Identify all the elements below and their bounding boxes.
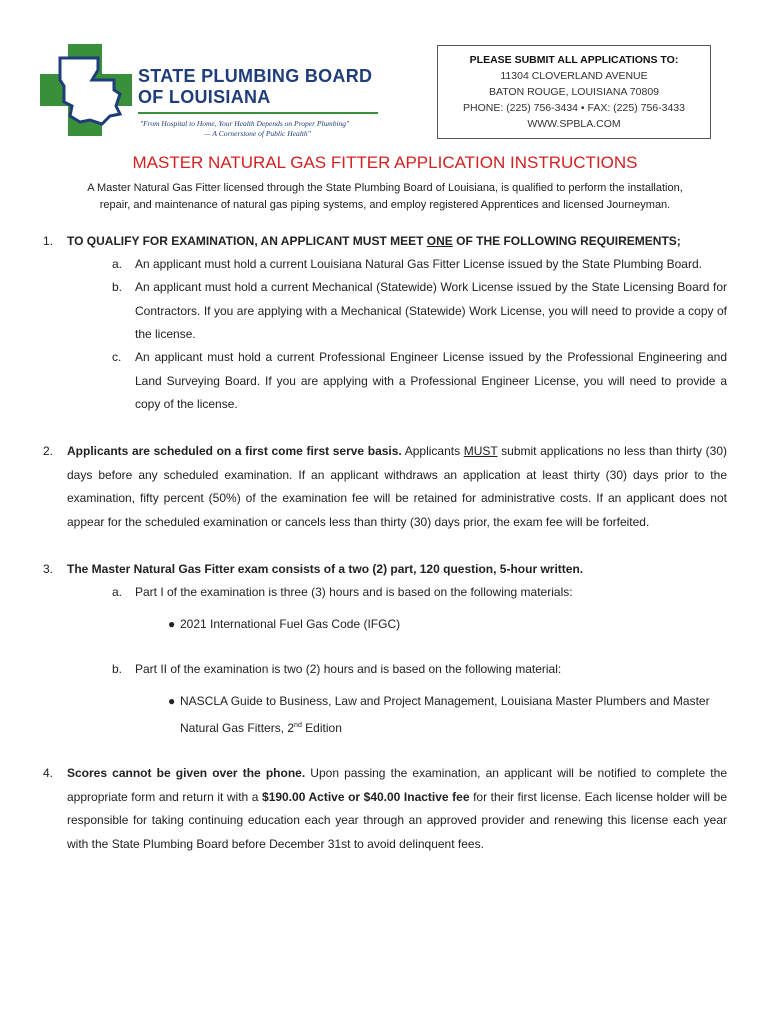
org-name: STATE PLUMBING BOARD OF LOUISIANA <box>138 66 373 107</box>
website: WWW.SPBLA.COM <box>527 118 621 130</box>
section-1a-text: An applicant must hold a current Louisiana Natural Gas Fitter License issued by the State Plumbing Board. <box>135 257 702 271</box>
section-3b-text: Part II of the examination is two (2) hours and is based on the following material: <box>135 662 562 676</box>
address-line-2: BATON ROUGE, LOUISIANA 70809 <box>488 86 659 98</box>
section-3b-bullet: ● NASCLA Guide to Business, Law and Project Management, Louisiana Master Plumbers and Master Natural Gas Fitters, 2nd Edition <box>168 690 728 740</box>
section-3b-letter: b. <box>112 662 123 676</box>
section-1a-letter: a. <box>112 257 123 271</box>
section-1c-letter: c. <box>112 350 122 364</box>
section-3a-text: Part I of the examination is three (3) hours and is based on the following materials: <box>135 585 573 599</box>
section-3a-bullet: ● 2021 International Fuel Gas Code (IFGC) <box>168 613 728 637</box>
section-1b-letter: b. <box>112 280 123 294</box>
louisiana-cross-logo-icon <box>40 44 136 140</box>
section-4-text: Scores cannot be given over the phone. Upon passing the examination, an applicant will be notified to complete the appropriate form and return it with a $190.00 Active or $40.00 Inactive fee for their first license. Each license holder will be responsible for taking continuing education each year through an approved provider and renewing this license each year with the State Plumbing Board before December 31st to avoid delinquent fees. <box>67 766 727 851</box>
document-title: MASTER NATURAL GAS FITTER APPLICATION INSTRUCTIONS <box>132 153 638 172</box>
section-3-number: 3. <box>43 562 54 576</box>
section-1-number: 1. <box>43 234 54 248</box>
section-3a-letter: a. <box>112 585 123 599</box>
section-3-heading: The Master Natural Gas Fitter exam consists of a two (2) part, 120 question, 5-hour written. <box>67 562 584 576</box>
section-1c-text: An applicant must hold a current Professional Engineer License issued by the Professional Engineering and Land Surveying Board. If you are applying with a Professional Engineer License, you will need to provide a copy of the license. <box>135 350 727 411</box>
submit-heading: PLEASE SUBMIT ALL APPLICATIONS TO: <box>469 54 679 66</box>
submission-address-box <box>437 45 711 139</box>
section-4-number: 4. <box>43 766 54 780</box>
section-2-number: 2. <box>43 444 54 458</box>
org-tagline: "From Hospital to Home, Your Health Depends on Proper Plumbing" — A Cornerstone of Public Health" <box>140 119 350 138</box>
address-line-1: 11304 CLOVERLAND AVENUE <box>500 70 648 82</box>
phone-fax: PHONE: (225) 756-3434 • FAX: (225) 756-3433 <box>463 102 685 114</box>
section-1-heading: TO QUALIFY FOR EXAMINATION, AN APPLICANT MUST MEET ONE OF THE FOLLOWING REQUIREMENTS; <box>67 234 681 248</box>
logo-divider <box>138 112 378 114</box>
board-logo <box>40 40 385 140</box>
bullet-icon: ● <box>168 617 176 631</box>
section-1b-text: An applicant must hold a current Mechanical (Statewide) Work License issued by the State Licensing Board for Contractors. If you are applying with a Mechanical (Statewide) Work License, you will need to provide a copy of the license. <box>135 280 727 341</box>
section-2-text: Applicants are scheduled on a first come first serve basis. Applicants MUST submit applications no less than thirty (30) days before any scheduled examination. If an applicant withdraws an application at least thirty (30) days prior to the examination, fifty percent (50%) of the examination fee will be retained for administrative costs. If an applicant does not appear for the scheduled examination or cancels less than thirty (30) days prior, the exam fee will be forfeited. <box>67 444 728 529</box>
bullet-icon: ● <box>168 694 176 708</box>
intro-paragraph: A Master Natural Gas Fitter licensed through the State Plumbing Board of Louisiana, is qualified to perform the installation, repair, and maintenance of natural gas piping systems, and employ registered Apprentices and licensed Journeyman. <box>87 182 683 211</box>
